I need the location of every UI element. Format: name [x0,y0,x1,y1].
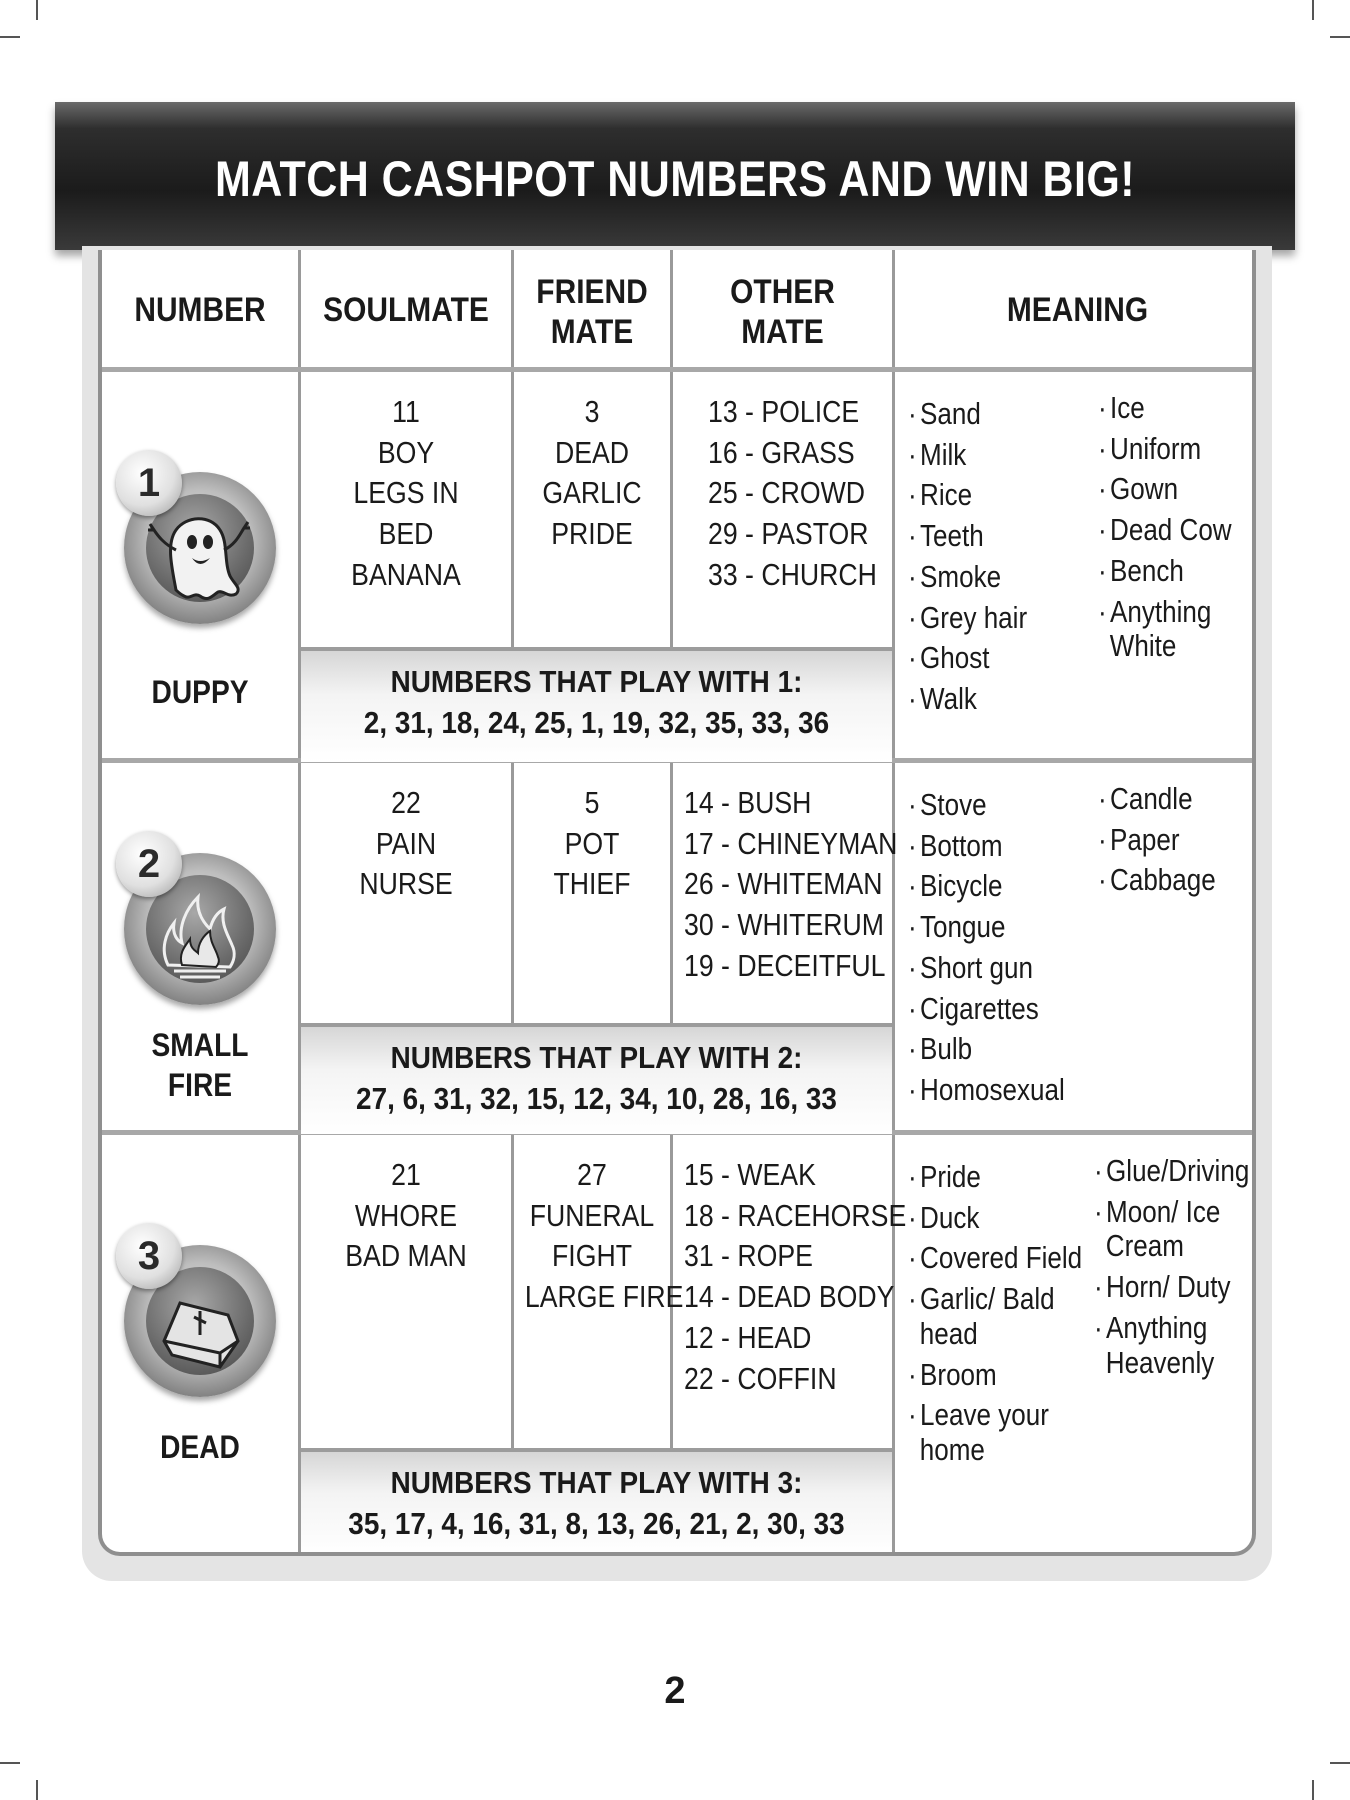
number-badge: 1 [116,450,182,516]
meaning-item: · Teeth [908,516,1027,557]
meaning-item: · Dead Cow [1098,510,1232,551]
meaning-item: · Rice [908,475,1027,516]
cashpot-table [98,250,1256,1556]
meaning-item: · Candle [1098,779,1216,820]
soulmate-cell: 22 PAIN NURSE [359,785,453,902]
meaning-item: · Short gun [908,948,1065,989]
meaning-list-right [1094,1151,1249,1383]
header-number: NUMBER [134,291,266,329]
meaning-item: · Bench [1098,551,1232,592]
crop-mark [1312,0,1314,20]
meaning-item: · Duck [908,1198,1082,1239]
numbers-that-play [301,647,892,762]
play-title: NUMBERS THAT PLAY WITH 1: [390,664,803,699]
play-numbers: 27, 6, 31, 32, 15, 12, 34, 10, 28, 16, 33 [356,1081,837,1116]
other-mate-cell: 15 - WEAK 18 - RACEHORSE 31 - ROPE 14 - DEAD BODY 12 - HEAD 22 - COFFIN [684,1157,907,1396]
meaning-list-left [908,394,1027,720]
number-label: DUPPY [151,674,249,710]
crop-mark [1330,1762,1350,1764]
meaning-item: · Sand [908,394,1027,435]
meaning-item: · Bicycle [908,866,1065,907]
play-numbers: 35, 17, 4, 16, 31, 8, 13, 26, 21, 2, 30, 33 [348,1506,845,1541]
play-title: NUMBERS THAT PLAY WITH 2: [390,1040,803,1075]
meaning-item: · Moon/ Ice [1094,1192,1249,1233]
play-title: NUMBERS THAT PLAY WITH 3: [390,1465,803,1500]
page-number: 2 [664,1670,686,1712]
meaning-item: · Ice [1098,388,1232,429]
meaning-item: · Anything [1098,592,1232,633]
meaning-item: · Homosexual [908,1070,1065,1111]
friend-mate-cell: 27 FUNERAL FIGHT LARGE FIRE [524,1157,684,1315]
crop-mark [0,1762,20,1764]
other-mate-cell: 14 - BUSH 17 - CHINEYMAN 26 - WHITEMAN 30 - WHITERUM 19 - DECEITFUL [684,785,898,983]
soulmate-cell: 21 WHORE BAD MAN [345,1157,467,1274]
soulmate-cell: 11 BOY LEGS IN BED BANANA [351,394,461,592]
play-numbers: 2, 31, 18, 24, 25, 1, 19, 32, 35, 33, 36 [363,705,830,740]
meaning-item: · Glue/Driving [1094,1151,1249,1192]
meaning-item: · Paper [1098,820,1216,861]
meaning-item-cont: home [919,1431,985,1467]
meaning-item: · Covered Field [908,1238,1082,1279]
meaning-item-cont: Cream [1105,1228,1184,1264]
meaning-item-cont: head [919,1315,978,1351]
number-label: SMALL FIRE [151,1027,249,1103]
meaning-item: · Smoke [908,557,1027,598]
header-soulmate: SOULMATE [323,291,489,329]
numbers-that-play [301,1448,892,1556]
meaning-item: · Bottom [908,826,1065,867]
crop-mark [1330,36,1350,38]
header-other-mate: OTHER MATE [730,273,835,351]
header-friend-mate: FRIEND MATE [536,273,648,351]
meaning-item: · Cabbage [1098,860,1216,901]
meaning-item: · Horn/ Duty [1094,1267,1249,1308]
meaning-item: · Uniform [1098,429,1232,470]
meaning-item: · Pride [908,1157,1082,1198]
meaning-item: · Stove [908,785,1065,826]
number-label: DEAD [160,1429,240,1465]
meaning-item-cont: Heavenly [1105,1344,1215,1380]
meaning-list-left [908,785,1065,1111]
number-badge: 2 [116,831,182,897]
header-meaning: MEANING [1006,291,1149,329]
meaning-item: · Bulb [908,1029,1065,1070]
meaning-item-cont: White [1109,628,1177,664]
meaning-item: · Anything [1094,1308,1249,1349]
crop-mark [36,1780,38,1800]
numbers-that-play [301,1023,892,1134]
table-row [102,763,1256,1130]
crop-mark [0,36,20,38]
friend-mate-cell: 3 DEAD GARLIC PRIDE [542,394,642,552]
table-row [102,1135,1256,1552]
meaning-item: · Gown [1098,469,1232,510]
meaning-item: · Ghost [908,638,1027,679]
meaning-item: · Milk [908,435,1027,476]
meaning-list-right [1098,779,1216,901]
meaning-item: · Grey hair [908,598,1027,639]
crop-mark [1312,1780,1314,1800]
number-badge: 3 [116,1223,182,1289]
meaning-item: · Broom [908,1355,1082,1396]
meaning-item: · Leave your [908,1395,1082,1436]
other-mate-cell: 13 - POLICE 16 - GRASS 25 - CROWD 29 - PASTOR 33 - CHURCH [708,394,877,592]
meaning-list-right [1098,388,1232,667]
table-row [102,372,1256,758]
meaning-list-left [908,1157,1082,1471]
meaning-item: · Tongue [908,907,1065,948]
meaning-item: · Walk [908,679,1027,720]
friend-mate-cell: 5 POT THIEF [553,785,631,902]
page-title: MATCH CASHPOT NUMBERS AND WIN BIG! [215,151,1135,207]
crop-mark [36,0,38,20]
meaning-item: · Cigarettes [908,989,1065,1030]
meaning-item: · Garlic/ Bald [908,1279,1082,1320]
title-banner [55,102,1295,250]
